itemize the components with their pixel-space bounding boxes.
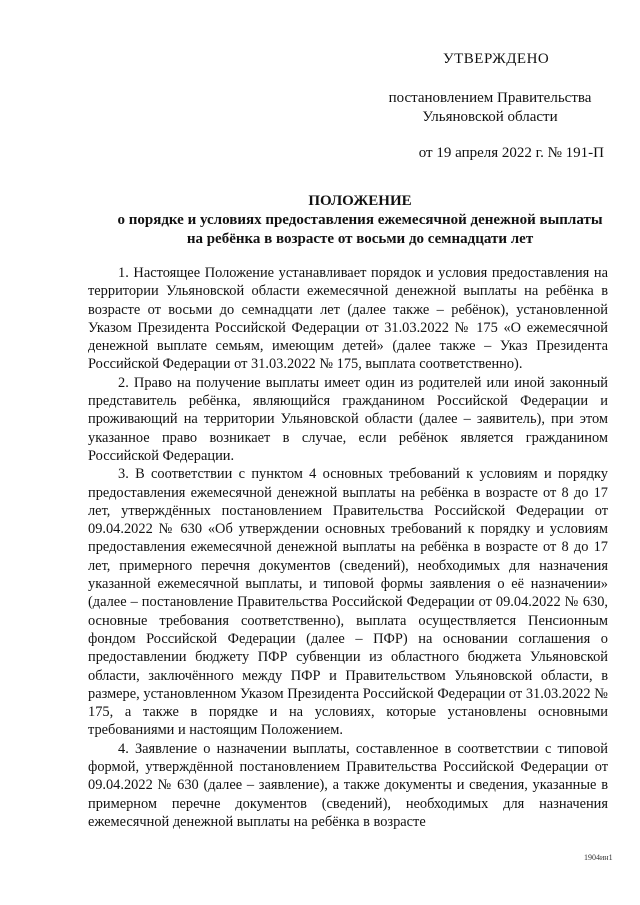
title-line-1: ПОЛОЖЕНИЕ xyxy=(308,193,412,209)
title-line-2: о порядке и условиях предоставления ежемесячной денежной выплаты xyxy=(117,212,603,228)
decree-line-2: Ульяновской области xyxy=(422,109,558,125)
approval-stamp: УТВЕРЖДЕНО xyxy=(443,51,550,67)
paragraph-3: 3. В соответствии с пунктом 4 основных требований к условиям и порядку предоставления ежемесячной денежной выплаты на ребёнка в возрасте от 8 до 17 лет, утверждённых постановлением Правительства Российской Федерации от 09.04.2022 № 630 «Об утверждении основных требований к порядку и условиям предоставления ежемесячной денежной выплаты на ребёнка в возрасте от 8 до 17 лет, примерного перечня документов (сведений), необходимых для назначения указанной ежемесячной выплаты, и типовой формы заявления о её назначении» (далее – постановление Правительства Российской Федерации от 09.04.2022 № 630, основные требования соответственно), выплата осуществляется Пенсионным фондом Российской Федерации (далее – ПФР) на основании соглашения о предоставлении бюджету ПФР субвенции из областного бюджета Ульяновской области, заключённого между ПФР и Правительством Ульяновской области, в размере, установленном Указом Президента Российской Федерации от 31.03.2022 № 175, а также в порядке и на условиях, которые установлены основными требованиями и настоящим Положением. xyxy=(88,466,608,739)
decree-line-1: постановлением Правительства xyxy=(388,90,592,106)
footer-code: 1904ин1 xyxy=(584,853,613,862)
approval-block xyxy=(380,89,600,127)
paragraph-2: 2. Право на получение выплаты имеет один из родителей или иной законный представитель ребёнка, являющийся гражданином Российской Федерации и проживающий на территории Ульяновской области (далее – заявитель), при этом указанное право возникает в случае, если ребёнок является гражданином Российской Федерации. xyxy=(88,374,608,464)
document-body xyxy=(88,264,608,831)
title-line-3: на ребёнка в возрасте от восьми до семнадцати лет xyxy=(186,231,534,247)
paragraph-1: 1. Настоящее Положение устанавливает порядок и условия предоставления на территории Ульяновской области ежемесячной денежной выплаты на ребёнка в возрасте от восьми до семнадцати лет (далее также – ребёнок), установленной Указом Президента Российской Федерации от 31.03.2022 № 175 «О ежемесячной денежной выплате семьям, имеющим детей» (далее также – Указ Президента Российской Федерации от 31.03.2022 № 175, выплата соответственно). xyxy=(88,265,608,373)
decree-date: от 19 апреля 2022 г. № 191-П xyxy=(418,145,604,161)
document-title xyxy=(80,192,640,249)
paragraph-4: 4. Заявление о назначении выплаты, составленное в соответствии с типовой формой, утверждённой постановлением Правительства Российской Федерации от 09.04.2022 № 630 (далее – заявление), а также документы и сведения, указанные в примерном перечне документов (сведений), необходимых для назначения ежемесячной денежной выплаты на ребёнка в возрасте xyxy=(88,740,608,830)
